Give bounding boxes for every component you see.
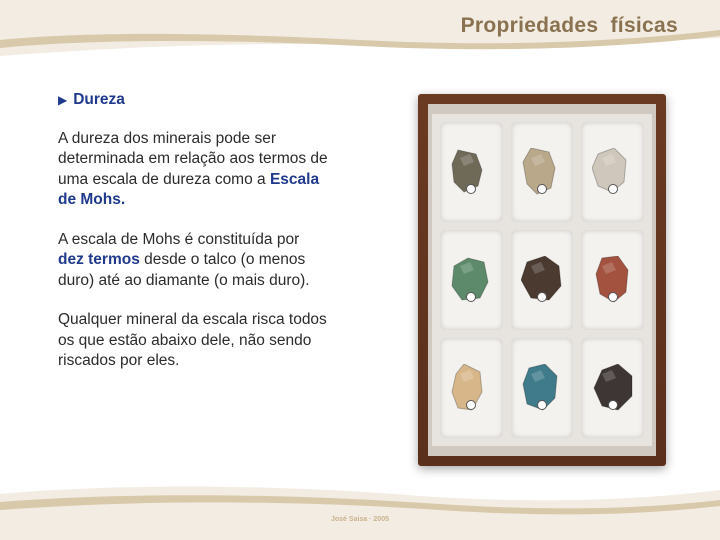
slide-title: Propriedades físicas xyxy=(460,14,678,37)
mineral-slot xyxy=(440,122,503,222)
paragraph-text: A escala de Mohs é constituída por xyxy=(58,230,300,248)
mineral-slot xyxy=(581,230,644,330)
highlight-mohs-scale: Escala de Mohs. xyxy=(58,170,320,208)
mineral-collection-box xyxy=(418,94,666,466)
sample-label-tag xyxy=(537,184,547,194)
sample-label-tag xyxy=(537,292,547,302)
section-heading xyxy=(58,90,328,111)
sample-label-tag xyxy=(537,400,547,410)
sample-label-tag xyxy=(608,184,618,194)
mineral-slot xyxy=(581,122,644,222)
sample-label-tag xyxy=(466,292,476,302)
sample-label-tag xyxy=(466,400,476,410)
mineral-tray xyxy=(432,114,652,446)
bottom-decorative-band xyxy=(0,480,720,540)
sample-label-tag xyxy=(608,292,618,302)
footer-credit: José Saisa · 2005 xyxy=(331,516,389,523)
sample-label-tag xyxy=(608,400,618,410)
paragraph-hardness xyxy=(58,129,328,211)
paragraph-scratch-rule: Qualquer mineral da escala risca todos os que estão abaixo dele, não sendo riscados por eles. xyxy=(58,311,327,369)
box-interior xyxy=(428,104,656,456)
paragraph-mohs-scale xyxy=(58,230,328,292)
text-column xyxy=(58,90,328,391)
paragraph-text: A dureza dos minerais pode ser determinada em relação aos termos de uma escala de dureza como a xyxy=(58,129,328,188)
sample-label-tag xyxy=(466,184,476,194)
mineral-slot xyxy=(440,338,503,438)
mineral-slot xyxy=(511,230,574,330)
highlight-ten-terms: dez termos xyxy=(58,251,140,268)
bullet-arrow-icon: ▶ xyxy=(58,93,68,107)
mineral-slot xyxy=(511,122,574,222)
paragraph-text: desde o talco (o menos duro) até ao diamante (o mais duro). xyxy=(58,251,310,289)
heading-label: Dureza xyxy=(73,91,125,108)
mineral-slot xyxy=(581,338,644,438)
mineral-slot xyxy=(440,230,503,330)
mineral-slot xyxy=(511,338,574,438)
